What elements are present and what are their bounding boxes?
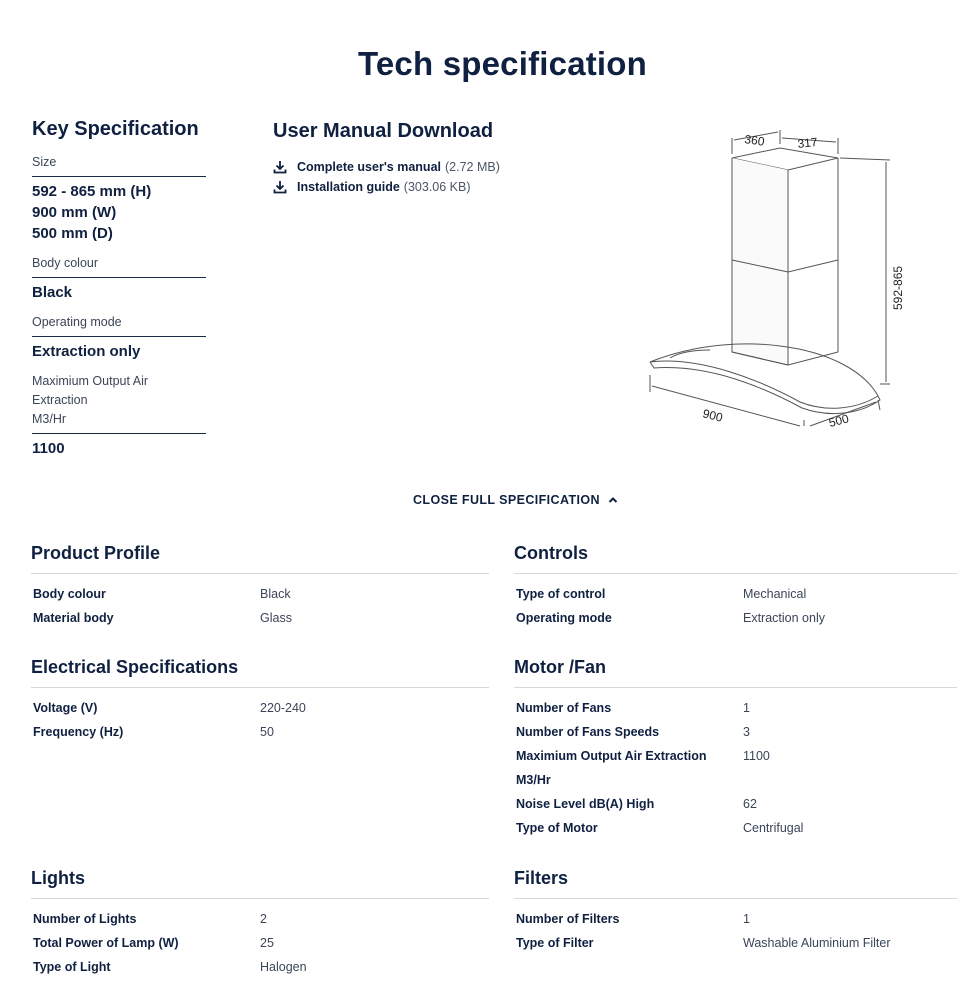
spec-row (31, 720, 489, 744)
hood-dimension-diagram (640, 120, 915, 440)
spec-value: Mechanical (743, 587, 807, 601)
dim-360: 360 (743, 132, 766, 149)
download-icon (273, 180, 289, 194)
dim-depth: 500 (827, 411, 851, 430)
key-specification (32, 118, 206, 469)
installation-guide-size: (303.06 KB) (403, 180, 471, 194)
spec-row (514, 816, 957, 840)
spec-row (514, 696, 957, 720)
spec-key: Voltage (V) (33, 701, 98, 715)
body-colour-value: Black (32, 284, 73, 301)
filters-section (514, 868, 957, 955)
spec-value: Extraction only (743, 611, 825, 625)
complete-manual-size: (2.72 MB) (445, 160, 500, 174)
controls-section (514, 543, 957, 630)
spec-key: Number of Filters (516, 912, 620, 926)
spec-row (514, 792, 957, 816)
dim-width: 900 (701, 406, 725, 425)
spec-key: Material body (33, 611, 114, 625)
spec-key: Noise Level dB(A) High (516, 797, 655, 811)
size-width: 900 mm (W) (32, 204, 117, 221)
spec-row (514, 582, 957, 606)
spec-row (31, 696, 489, 720)
max-output-label-line-2: M3/Hr (32, 412, 67, 426)
spec-value: Washable Aluminium Filter (743, 936, 891, 950)
operating-mode-value: Extraction only (32, 343, 141, 360)
spec-key: Frequency (Hz) (33, 725, 124, 739)
spec-value: Centrifugal (743, 821, 804, 835)
spec-key: Type of Motor (516, 821, 598, 835)
spec-value: 2 (260, 912, 267, 926)
spec-row (514, 931, 957, 955)
electrical-heading: Electrical Specifications (31, 657, 489, 688)
spec-key-line-1: Maximium Output Air Extraction (516, 749, 707, 763)
spec-key: Type of Filter (516, 936, 594, 950)
product-profile-section (31, 543, 489, 630)
size-height: 592 - 865 mm (H) (32, 183, 152, 200)
spec-key: Number of Lights (33, 912, 137, 926)
spec-key: Type of control (516, 587, 606, 601)
spec-value: 1 (743, 701, 750, 715)
spec-row (31, 931, 489, 955)
spec-key: Type of Light (33, 960, 111, 974)
size-depth: 500 mm (D) (32, 225, 113, 242)
motor-fan-section (514, 657, 957, 840)
spec-value: Glass (260, 611, 292, 625)
lights-section (31, 868, 489, 979)
spec-key-line-2: M3/Hr (516, 773, 551, 787)
max-output-label-line-1: Maximium Output Air Extraction (32, 374, 149, 407)
spec-key: Total Power of Lamp (W) (33, 936, 179, 950)
size-value (32, 181, 206, 244)
spec-value: 25 (260, 936, 274, 950)
spec-value: Halogen (260, 960, 307, 974)
manual-heading: User Manual Download (273, 120, 494, 142)
spec-key (514, 744, 743, 792)
spec-value: 1100 (743, 749, 770, 763)
max-output-value: 1100 (32, 440, 65, 457)
dim-height: 592-865 (891, 265, 905, 310)
spec-value: 1 (743, 912, 750, 926)
installation-guide-name: Installation guide (297, 180, 400, 194)
key-spec-heading: Key Specification (32, 118, 199, 140)
dim-317: 317 (796, 134, 819, 151)
complete-manual-name: Complete user's manual (297, 160, 441, 174)
size-label: Size (32, 153, 206, 177)
spec-value: Black (260, 587, 291, 601)
spec-value: 50 (260, 725, 274, 739)
product-profile-heading: Product Profile (31, 543, 489, 574)
body-colour-label: Body colour (32, 254, 206, 278)
user-manual-download (273, 120, 500, 197)
spec-row (514, 907, 957, 931)
motor-fan-heading: Motor /Fan (514, 657, 957, 688)
spec-key: Number of Fans Speeds (516, 725, 660, 739)
installation-guide-link[interactable] (273, 177, 500, 197)
spec-key: Number of Fans (516, 701, 612, 715)
controls-heading: Controls (514, 543, 957, 574)
spec-value: 220-240 (260, 701, 306, 715)
spec-row (514, 744, 957, 792)
page-title: Tech specification (357, 45, 648, 82)
spec-row (31, 582, 489, 606)
spec-key: Body colour (33, 587, 106, 601)
spec-key: Operating mode (516, 611, 612, 625)
spec-row (31, 955, 489, 979)
download-icon (273, 160, 289, 174)
close-full-specification-button[interactable] (413, 493, 618, 507)
chevron-up-icon (608, 496, 618, 504)
toggle-label: CLOSE FULL SPECIFICATION (413, 493, 600, 507)
filters-heading: Filters (514, 868, 957, 899)
max-output-label (32, 372, 206, 434)
spec-row (514, 720, 957, 744)
complete-manual-link[interactable] (273, 157, 500, 177)
spec-row (31, 606, 489, 630)
operating-mode-label: Operating mode (32, 313, 206, 337)
electrical-specifications-section (31, 657, 489, 744)
spec-value: 62 (743, 797, 757, 811)
spec-value: 3 (743, 725, 750, 739)
spec-row (31, 907, 489, 931)
lights-heading: Lights (31, 868, 489, 899)
spec-row (514, 606, 957, 630)
